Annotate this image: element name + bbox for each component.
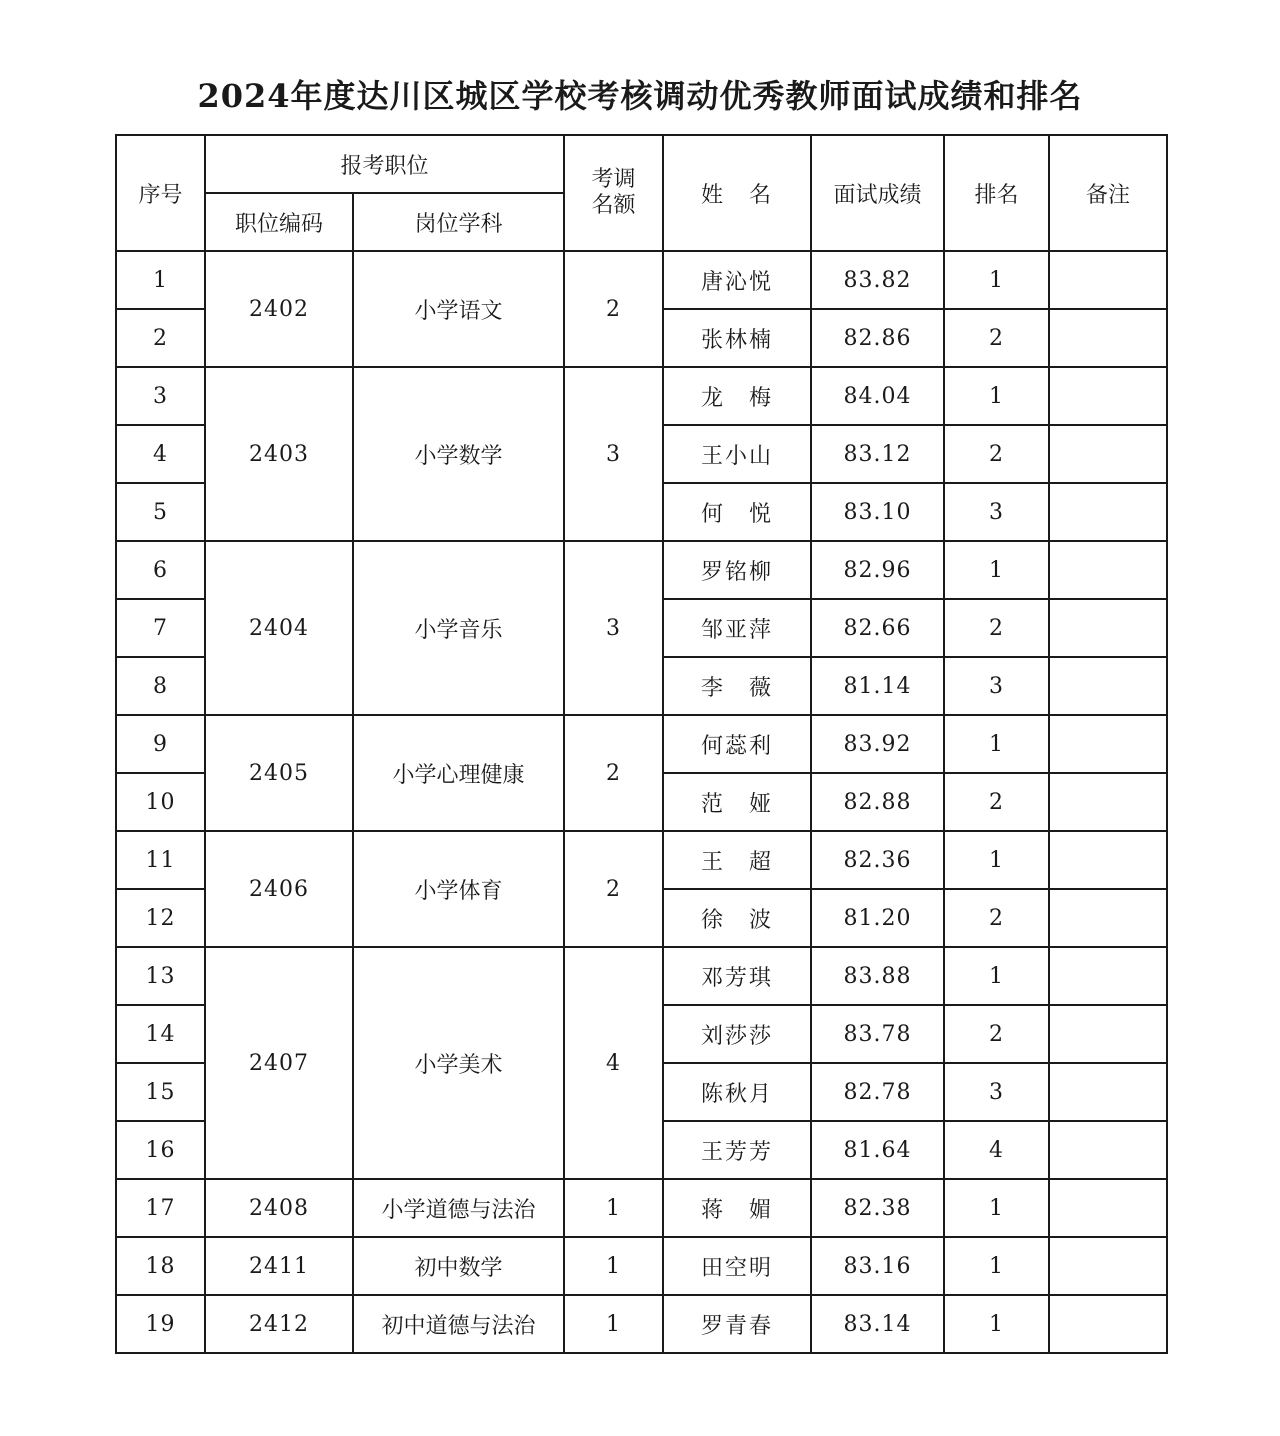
rank-cell: 1 [944,947,1049,1005]
rank-cell: 3 [944,657,1049,715]
seq-cell: 5 [116,483,205,541]
table-body [116,251,1167,1353]
name-cell: 蒋 媚 [663,1179,811,1237]
quota-cell: 2 [564,715,663,831]
seq-cell: 7 [116,599,205,657]
seq-cell: 8 [116,657,205,715]
name-cell: 邓芳琪 [663,947,811,1005]
score-cell: 81.14 [811,657,944,715]
quota-cell: 2 [564,251,663,367]
name-cell: 唐沁悦 [663,251,811,309]
score-cell: 84.04 [811,367,944,425]
score-cell: 82.36 [811,831,944,889]
seq-cell: 18 [116,1237,205,1295]
score-cell: 83.82 [811,251,944,309]
note-cell [1049,1179,1167,1237]
header-position-code: 职位编码 [205,193,353,251]
position-code-cell: 2412 [205,1295,353,1353]
rank-cell: 3 [944,483,1049,541]
header-quota-line2: 名额 [591,193,636,218]
position-code-cell: 2408 [205,1179,353,1237]
note-cell [1049,1121,1167,1179]
quota-cell: 1 [564,1237,663,1295]
rank-cell: 2 [944,599,1049,657]
name-cell: 何蕊利 [663,715,811,773]
seq-cell: 11 [116,831,205,889]
seq-cell: 19 [116,1295,205,1353]
document-title: 2024年度达川区城区学校考核调动优秀教师面试成绩和排名 [197,77,1083,115]
name-cell: 龙 梅 [663,367,811,425]
name-cell: 徐 波 [663,889,811,947]
subject-cell: 小学数学 [353,367,564,541]
table-row [116,1237,1167,1295]
note-cell [1049,889,1167,947]
seq-cell: 1 [116,251,205,309]
seq-cell: 9 [116,715,205,773]
score-cell: 83.10 [811,483,944,541]
seq-cell: 13 [116,947,205,1005]
name-cell: 王 超 [663,831,811,889]
note-cell [1049,309,1167,367]
quota-cell: 1 [564,1179,663,1237]
results-table [115,134,1168,1354]
note-cell [1049,831,1167,889]
rank-cell: 2 [944,425,1049,483]
note-cell [1049,367,1167,425]
note-cell [1049,1063,1167,1121]
seq-cell: 14 [116,1005,205,1063]
rank-cell: 1 [944,1179,1049,1237]
score-cell: 83.78 [811,1005,944,1063]
seq-cell: 4 [116,425,205,483]
table-row [116,251,1167,309]
name-cell: 罗青春 [663,1295,811,1353]
note-cell [1049,1237,1167,1295]
score-cell: 82.88 [811,773,944,831]
quota-cell: 2 [564,831,663,947]
score-cell: 83.88 [811,947,944,1005]
quota-cell: 1 [564,1295,663,1353]
rank-cell: 1 [944,715,1049,773]
subject-cell: 小学道德与法治 [353,1179,564,1237]
score-cell: 82.96 [811,541,944,599]
header-position-group: 报考职位 [205,135,564,193]
score-cell: 83.14 [811,1295,944,1353]
position-code-cell: 2402 [205,251,353,367]
rank-cell: 2 [944,889,1049,947]
quota-cell: 3 [564,541,663,715]
header-name: 姓 名 [663,135,811,251]
header-rank: 排名 [944,135,1049,251]
note-cell [1049,599,1167,657]
position-code-cell: 2406 [205,831,353,947]
note-cell [1049,483,1167,541]
position-code-cell: 2405 [205,715,353,831]
seq-cell: 15 [116,1063,205,1121]
seq-cell: 16 [116,1121,205,1179]
rank-cell: 2 [944,773,1049,831]
table-row [116,1295,1167,1353]
score-cell: 82.78 [811,1063,944,1121]
note-cell [1049,1295,1167,1353]
rank-cell: 1 [944,367,1049,425]
name-cell: 田空明 [663,1237,811,1295]
name-cell: 何 悦 [663,483,811,541]
table-row [116,541,1167,599]
position-code-cell: 2403 [205,367,353,541]
table-header [116,135,1167,251]
header-note: 备注 [1049,135,1167,251]
seq-cell: 6 [116,541,205,599]
name-cell: 王小山 [663,425,811,483]
subject-cell: 小学美术 [353,947,564,1179]
subject-cell: 小学心理健康 [353,715,564,831]
table-row [116,831,1167,889]
score-cell: 82.38 [811,1179,944,1237]
name-cell: 陈秋月 [663,1063,811,1121]
table-row [116,1179,1167,1237]
subject-cell: 初中道德与法治 [353,1295,564,1353]
position-code-cell: 2411 [205,1237,353,1295]
rank-cell: 4 [944,1121,1049,1179]
rank-cell: 1 [944,831,1049,889]
note-cell [1049,715,1167,773]
seq-cell: 10 [116,773,205,831]
score-cell: 81.20 [811,889,944,947]
rank-cell: 1 [944,541,1049,599]
note-cell [1049,657,1167,715]
score-cell: 83.12 [811,425,944,483]
rank-cell: 3 [944,1063,1049,1121]
score-cell: 82.66 [811,599,944,657]
rank-cell: 1 [944,1295,1049,1353]
score-cell: 83.92 [811,715,944,773]
seq-cell: 3 [116,367,205,425]
score-cell: 81.64 [811,1121,944,1179]
note-cell [1049,541,1167,599]
note-cell [1049,773,1167,831]
seq-cell: 12 [116,889,205,947]
quota-cell: 3 [564,367,663,541]
header-quota [564,135,663,251]
rank-cell: 2 [944,1005,1049,1063]
table-row [116,947,1167,1005]
name-cell: 张林楠 [663,309,811,367]
table-row [116,367,1167,425]
position-code-cell: 2407 [205,947,353,1179]
header-score: 面试成绩 [811,135,944,251]
score-cell: 83.16 [811,1237,944,1295]
rank-cell: 1 [944,251,1049,309]
name-cell: 王芳芳 [663,1121,811,1179]
name-cell: 邹亚萍 [663,599,811,657]
name-cell: 范 娅 [663,773,811,831]
name-cell: 刘莎莎 [663,1005,811,1063]
subject-cell: 初中数学 [353,1237,564,1295]
header-subject: 岗位学科 [353,193,564,251]
subject-cell: 小学音乐 [353,541,564,715]
note-cell [1049,947,1167,1005]
name-cell: 罗铭柳 [663,541,811,599]
name-cell: 李 薇 [663,657,811,715]
note-cell [1049,425,1167,483]
score-cell: 82.86 [811,309,944,367]
subject-cell: 小学体育 [353,831,564,947]
header-quota-line1: 考调 [591,167,636,192]
rank-cell: 2 [944,309,1049,367]
seq-cell: 2 [116,309,205,367]
position-code-cell: 2404 [205,541,353,715]
table-row [116,715,1167,773]
subject-cell: 小学语文 [353,251,564,367]
header-seq: 序号 [116,135,205,251]
note-cell [1049,251,1167,309]
quota-cell: 4 [564,947,663,1179]
note-cell [1049,1005,1167,1063]
seq-cell: 17 [116,1179,205,1237]
rank-cell: 1 [944,1237,1049,1295]
